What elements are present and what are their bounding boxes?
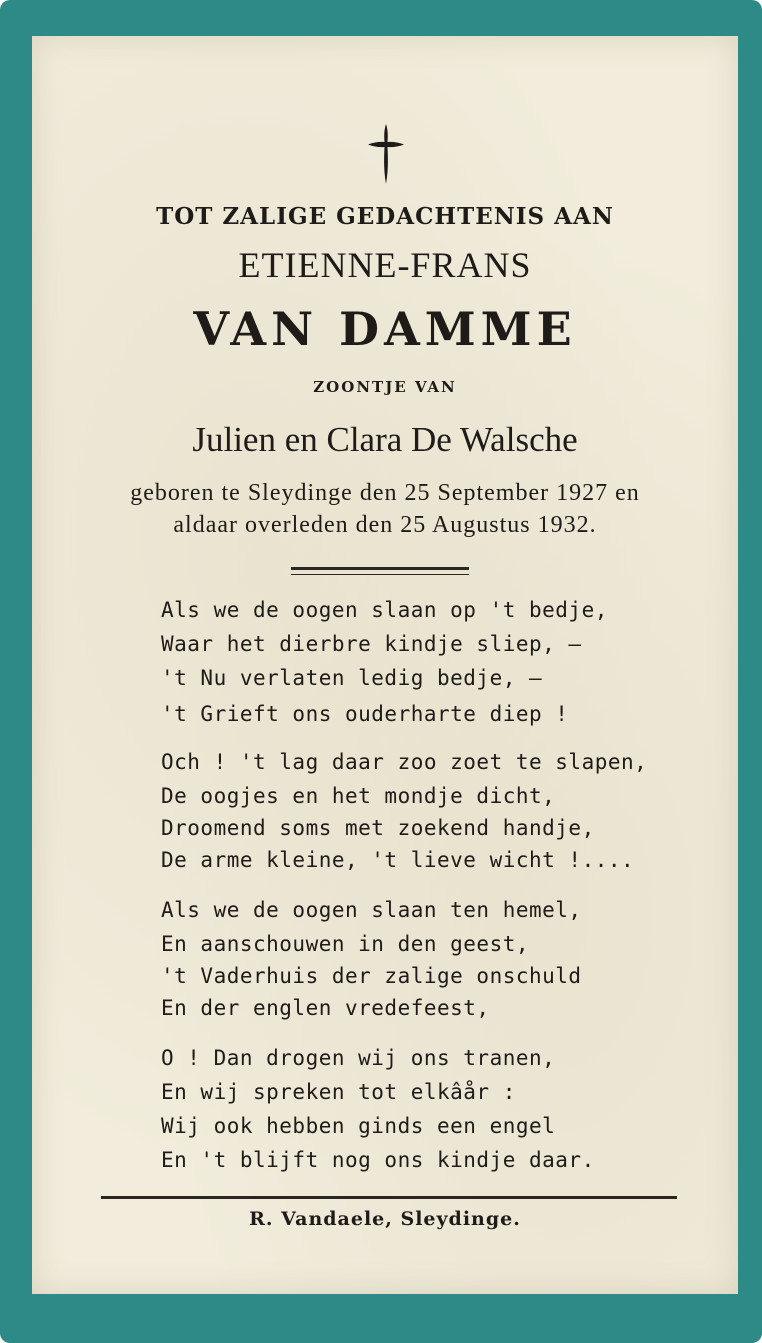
poem-line: Als we de oogen slaan op 't bedje, [161,598,608,622]
bottom-divider [101,1196,677,1199]
poem-line: En wij spreken tot elkâår : [161,1080,516,1104]
parents: Julien en Clara De Walsche [192,420,578,459]
first-name: ETIENNE-FRANS [238,245,532,285]
birth-line: geboren te Sleydinge den 25 September 1927 en [130,480,640,506]
relation: ZOONTJE VAN [313,378,457,396]
poem-line: Waar het dierbre kindje sliep, — [161,632,582,656]
poem-line: De oogjes en het mondje dicht, [161,784,556,808]
poem-line: 't Vaderhuis der zalige onschuld [161,964,582,988]
poem-line: 't Nu verlaten ledig bedje, — [161,666,543,690]
poem-line: Wij ook hebben ginds een engel [161,1114,556,1138]
poem-line: 't Grieft ons ouderharte diep ! [161,702,569,726]
poem-line: En der englen vredefeest, [161,996,490,1020]
poem-line: Als we de oogen slaan ten hemel, [161,898,582,922]
death-line: aldaar overleden den 25 Augustus 1932. [173,512,597,538]
poem-line: Droomend soms met zoekend handje, [161,816,595,840]
printer-credit: R. Vandaele, Sleydinge. [249,1208,521,1230]
ornament-divider [291,567,469,575]
poem-line: De arme kleine, 't lieve wicht !.... [161,848,635,872]
poem-line: En 't blijft nog ons kindje daar. [161,1148,595,1172]
poem-line: Och ! 't lag daar zoo zoet te slapen, [161,750,648,774]
last-name: VAN DAMME [193,302,577,356]
poem-line: En aanschouwen in den geest, [161,932,530,956]
cross-icon [366,122,406,186]
poem-line: O ! Dan drogen wij ons tranen, [161,1046,556,1070]
heading: TOT ZALIGE GEDACHTENIS AAN [156,203,614,230]
